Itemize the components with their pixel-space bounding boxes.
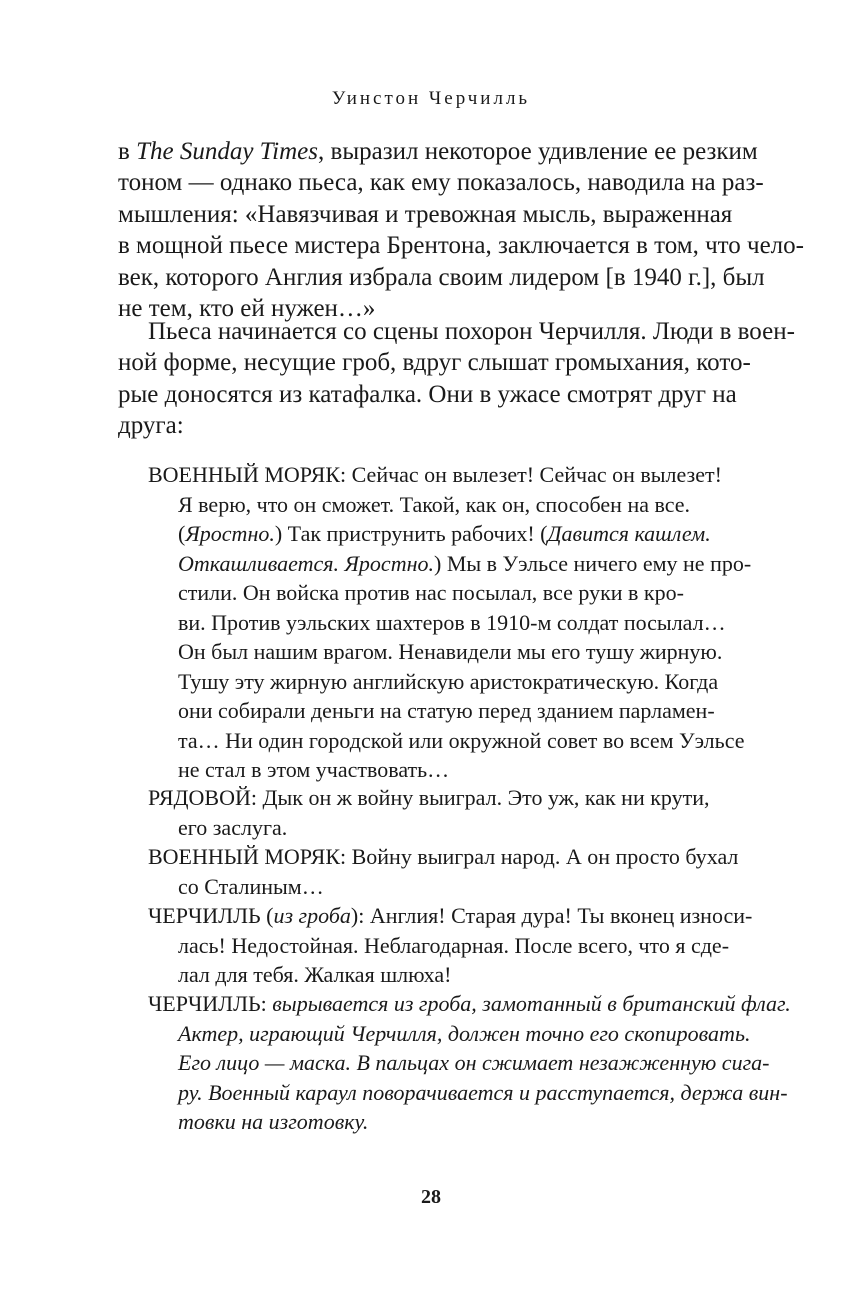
dialogue-sailor-1 <box>148 460 758 785</box>
dialogue-line <box>148 989 791 1019</box>
speaker-name: ЧЕРЧИЛЛЬ: <box>148 991 273 1016</box>
dialogue-line: его заслуга. <box>178 814 288 840</box>
stage-direction-line: товки на изготовку. <box>178 1109 369 1134</box>
stage-direction: Давится кашлем. <box>547 521 711 546</box>
text-fragment: в <box>118 138 137 165</box>
newspaper-title: The Sunday Times <box>136 138 319 165</box>
stage-direction-line: Его лицо — маска. В пальцах он сжимает незажженную сига- <box>178 1050 770 1075</box>
dialogue-line: ВОЕННЫЙ МОРЯК: Войну выиграл народ. А он просто бухал <box>148 844 739 869</box>
text-fragment: ( <box>178 521 186 546</box>
dialogue-line: ВОЕННЫЙ МОРЯК: Сейчас он вылезет! Сейчас он вылезет! <box>148 462 722 487</box>
paragraph-1 <box>118 136 804 324</box>
text-line: век, которого Англия избрала своим лидером [в 1940 г.], был <box>118 263 765 291</box>
text-fragment: ) Так приструнить рабочих! ( <box>274 521 548 546</box>
speaker-name: ЧЕРЧИЛЛЬ ( <box>148 903 274 928</box>
dialogue-line: ви. Против уэльских шахтеров в 1910-м солдат посылал… <box>178 609 726 635</box>
text-line: Пьеса начинается со сцены похорон Черчилля. Люди в воен- <box>148 318 795 345</box>
page-number: 28 <box>421 1186 441 1208</box>
stage-direction: Откашливается. Яростно. <box>178 550 434 576</box>
dialogue-line: со Сталиным… <box>178 873 324 899</box>
text-fragment: ): Англия! Старая дура! Ты вконец износи- <box>350 903 753 928</box>
stage-direction-line: ру. Военный караул поворачивается и расступается, держа вин- <box>178 1079 788 1105</box>
text-line: друга: <box>118 412 184 440</box>
paragraph-2 <box>118 316 795 442</box>
running-header-title: Уинстон Черчилль <box>331 88 531 109</box>
stage-direction: Яростно. <box>185 521 275 546</box>
stage-direction: вырывается из гроба, замотанный в британский флаг. <box>272 991 791 1016</box>
dialogue-line: они собирали деньги на статую перед зданием парламен- <box>178 698 715 723</box>
dialogue-churchill-2 <box>148 989 791 1137</box>
dialogue-line: Я верю, что он сможет. Такой, как он, способен на все. <box>178 491 691 517</box>
dialogue-line: стили. Он войска против нас посылал, все руки в кро- <box>178 580 684 605</box>
dialogue-line: та… Ни один городской или окружной совет во всем Уэльсе <box>178 727 745 753</box>
dialogue-line: Тушу эту жирную английскую аристократическую. Когда <box>178 668 719 694</box>
text-fragment: ) Мы в Уэльсе ничего ему не про- <box>434 550 752 576</box>
dialogue-line: не стал в этом участвовать… <box>178 757 450 782</box>
dialogue-sailor-2 <box>148 842 758 901</box>
stage-direction-line: Актер, играющий Черчилля, должен точно его скопировать. <box>178 1020 751 1046</box>
text-line: мышления: «Навязчивая и тревожная мысль, выраженная <box>118 200 733 228</box>
running-header <box>0 88 862 110</box>
dialogue-line <box>148 901 758 931</box>
dialogue-line: лась! Недостойная. Неблагодарная. После всего, что я сде- <box>178 932 730 958</box>
dialogue-line <box>148 519 758 549</box>
text-line: рые доносятся из катафалка. Они в ужасе смотрят друг на <box>118 380 737 408</box>
dialogue-line: Он был нашим врагом. Ненавидели мы его тушу жирную. <box>178 639 723 664</box>
text-line: ной форме, несущие гроб, вдруг слышат громыхания, кото- <box>118 349 751 377</box>
text-line: не тем, кто ей нужен…» <box>118 295 376 323</box>
dialogue-line <box>148 549 758 579</box>
dialogue-churchill-1 <box>148 901 758 990</box>
text-fragment: , выразил некоторое удивление ее резким <box>318 138 758 165</box>
text-line: в мощной пьесе мистера Брентона, заключается в том, что чело- <box>118 232 804 260</box>
dialogue-line: РЯДОВОЙ: Дык он ж войну выиграл. Это уж, как ни крути, <box>148 785 710 810</box>
dialogue-line: лал для тебя. Жалкая шлюха! <box>178 962 452 987</box>
text-line <box>118 136 758 167</box>
stage-direction: из гроба <box>273 903 351 928</box>
text-line: тоном — однако пьеса, как ему показалось, наводила на раз- <box>118 169 764 197</box>
dialogue-private <box>148 783 758 842</box>
